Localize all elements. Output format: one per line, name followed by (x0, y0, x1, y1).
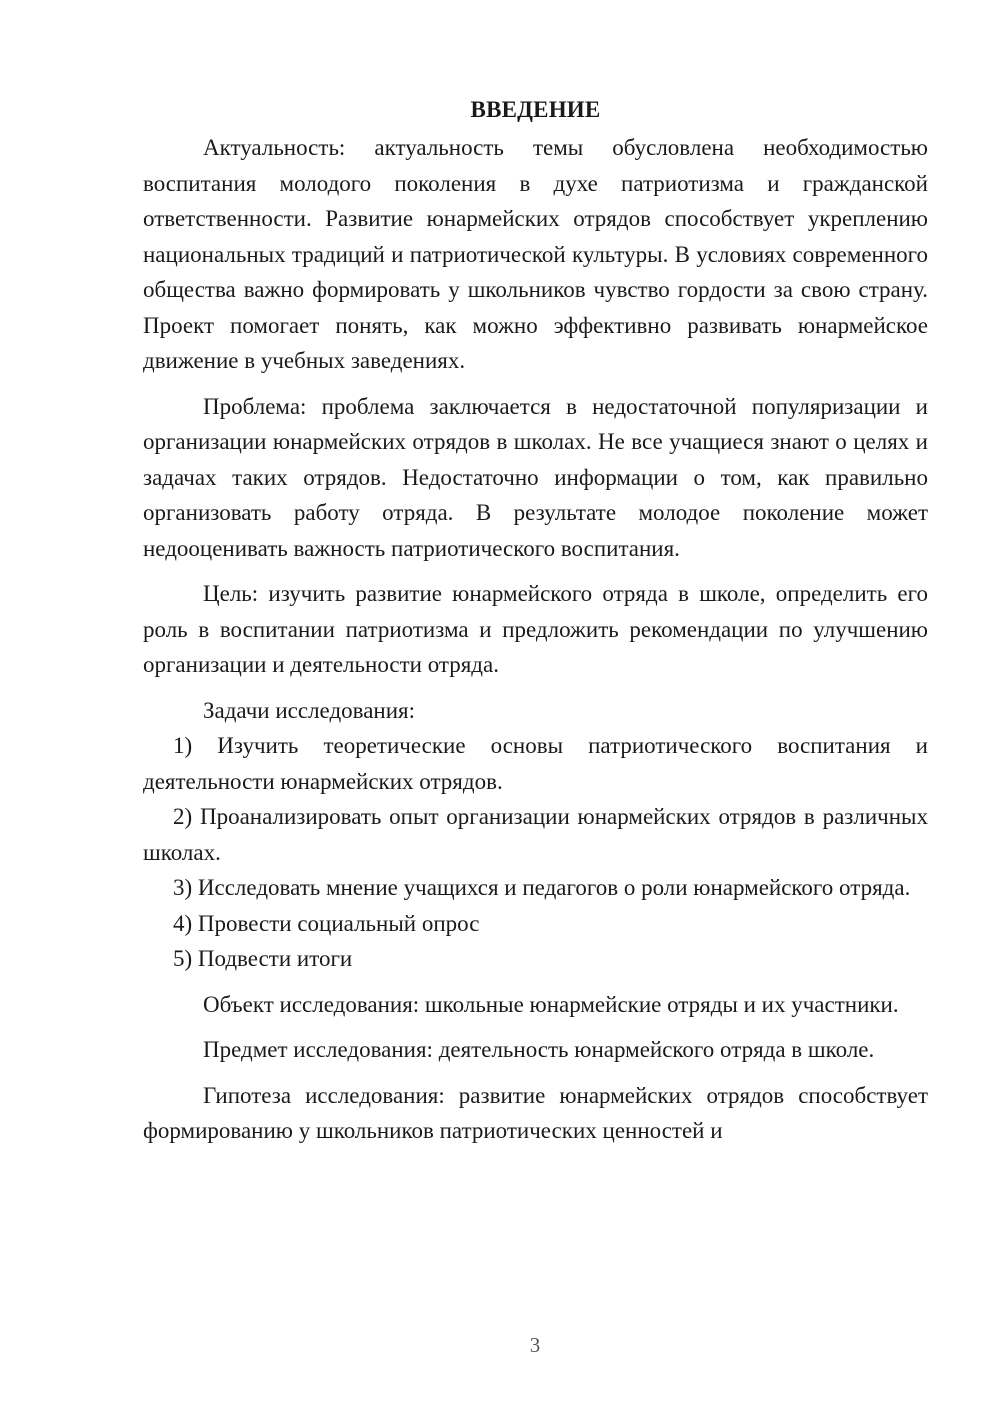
task-item-3: 3) Исследовать мнение учащихся и педагогов о роли юнармейского отряда. (173, 875, 911, 900)
paragraph-relevance: Актуальность: актуальность темы обусловлена необходимостью воспитания молодого поколения в духе патриотизма и гражданской ответственности. Развитие юнармейских отрядов способствует укреплению национальных традиций и патриотической культуры. В условиях современного общества важно формировать у школьников чувство гордости за свою страну. Проект помогает понять, как можно эффективно развивать юнармейское движение в учебных заведениях. (143, 135, 928, 373)
page-content (143, 90, 928, 1149)
paragraph-subject: Предмет исследования: деятельность юнармейского отряда в школе. (203, 1037, 875, 1062)
paragraph-goal: Цель: изучить развитие юнармейского отряда в школе, определить его роль в воспитании патриотизма и предложить рекомендации по улучшению организации и деятельности отряда. (143, 581, 928, 677)
paragraph-problem: Проблема: проблема заключается в недостаточной популяризации и организации юнармейских отрядов в школах. Не все учащиеся знают о целях и задачах таких отрядов. Недостаточно информации о том, как правильно организовать работу отряда. В результате молодое поколение может недооценивать важность патриотического воспитания. (143, 393, 928, 561)
task-item-1: 1) Изучить теоретические основы патриотического воспитания и деятельности юнармейских отрядов. (143, 733, 928, 794)
page-number: 3 (529, 1333, 541, 1357)
task-item-5: 5) Подвести итоги (173, 946, 353, 971)
paragraph-object: Объект исследования: школьные юнармейские отряды и их участники. (203, 991, 899, 1017)
paragraph-hypothesis: Гипотеза исследования: развитие юнармейских отрядов способствует формированию у школьников патриотических ценностей и (143, 1082, 928, 1143)
page-title: ВВЕДЕНИЕ (470, 97, 601, 122)
task-item-2: 2) Проанализировать опыт организации юнармейских отрядов в различных школах. (143, 804, 928, 865)
tasks-heading: Задачи исследования: (203, 697, 416, 723)
task-item-4: 4) Провести социальный опрос (173, 910, 480, 936)
